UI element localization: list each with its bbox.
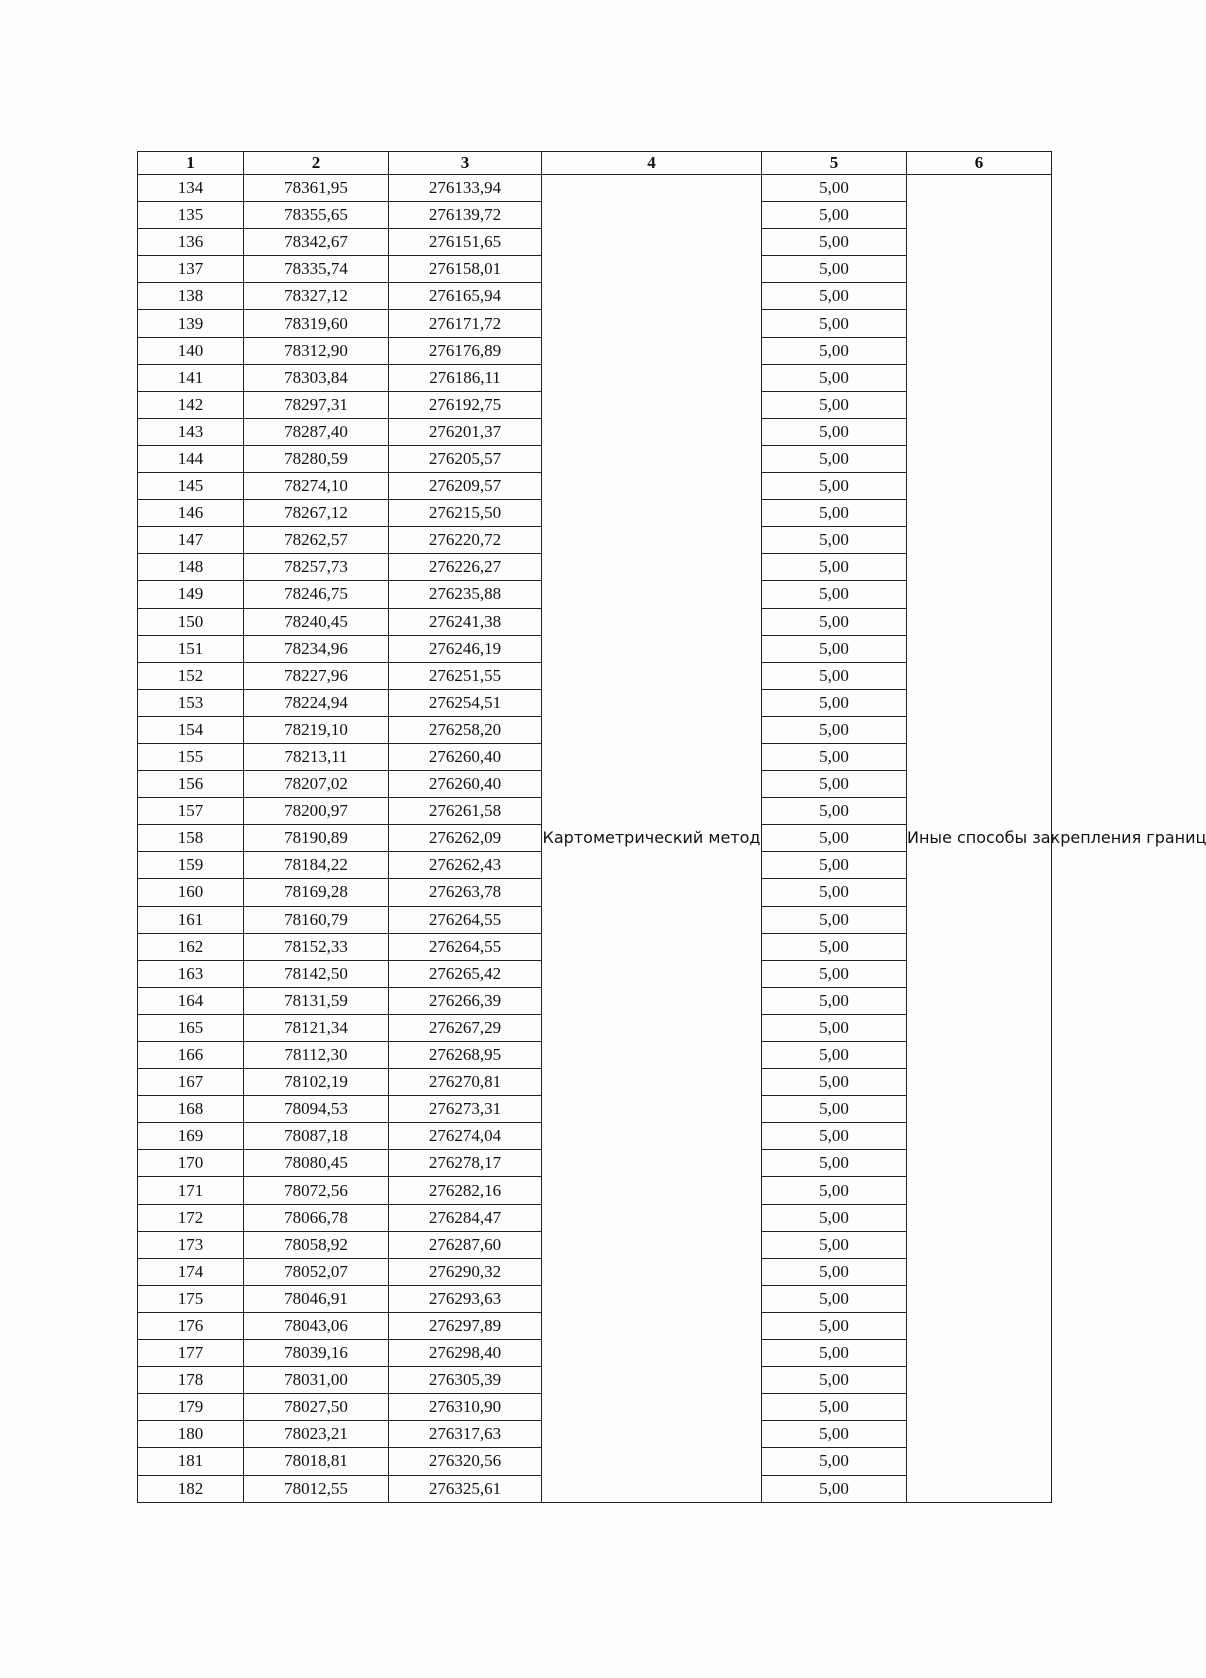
point-number-cell: 174 [138, 1258, 244, 1285]
accuracy-cell: 5,00 [762, 473, 907, 500]
point-number-cell: 165 [138, 1014, 244, 1041]
header-cell-5: 5 [762, 152, 907, 175]
accuracy-cell: 5,00 [762, 987, 907, 1014]
accuracy-cell: 5,00 [762, 527, 907, 554]
accuracy-cell: 5,00 [762, 581, 907, 608]
accuracy-cell: 5,00 [762, 364, 907, 391]
x-coordinate-cell: 78087,18 [244, 1123, 389, 1150]
y-coordinate-cell: 276264,55 [389, 933, 542, 960]
y-coordinate-cell: 276297,89 [389, 1312, 542, 1339]
x-coordinate-cell: 78058,92 [244, 1231, 389, 1258]
y-coordinate-cell: 276265,42 [389, 960, 542, 987]
accuracy-cell: 5,00 [762, 1096, 907, 1123]
y-coordinate-cell: 276215,50 [389, 500, 542, 527]
point-number-cell: 139 [138, 310, 244, 337]
point-number-cell: 180 [138, 1421, 244, 1448]
accuracy-cell: 5,00 [762, 202, 907, 229]
y-coordinate-cell: 276268,95 [389, 1042, 542, 1069]
point-number-cell: 168 [138, 1096, 244, 1123]
accuracy-cell: 5,00 [762, 1312, 907, 1339]
accuracy-cell: 5,00 [762, 771, 907, 798]
point-number-cell: 153 [138, 689, 244, 716]
x-coordinate-cell: 78335,74 [244, 256, 389, 283]
x-coordinate-cell: 78112,30 [244, 1042, 389, 1069]
y-coordinate-cell: 276165,94 [389, 283, 542, 310]
header-cell-1: 1 [138, 152, 244, 175]
point-number-cell: 162 [138, 933, 244, 960]
x-coordinate-cell: 78052,07 [244, 1258, 389, 1285]
y-coordinate-cell: 276262,43 [389, 852, 542, 879]
x-coordinate-cell: 78257,73 [244, 554, 389, 581]
y-coordinate-cell: 276246,19 [389, 635, 542, 662]
point-number-cell: 138 [138, 283, 244, 310]
y-coordinate-cell: 276261,58 [389, 798, 542, 825]
accuracy-cell: 5,00 [762, 1042, 907, 1069]
fixing-method-cell: Иные способы закрепления границ [907, 175, 1052, 1503]
y-coordinate-cell: 276133,94 [389, 175, 542, 202]
y-coordinate-cell: 276158,01 [389, 256, 542, 283]
y-coordinate-cell: 276317,63 [389, 1421, 542, 1448]
accuracy-cell: 5,00 [762, 1340, 907, 1367]
accuracy-cell: 5,00 [762, 635, 907, 662]
y-coordinate-cell: 276310,90 [389, 1394, 542, 1421]
point-number-cell: 140 [138, 337, 244, 364]
x-coordinate-cell: 78246,75 [244, 581, 389, 608]
x-coordinate-cell: 78234,96 [244, 635, 389, 662]
x-coordinate-cell: 78043,06 [244, 1312, 389, 1339]
x-coordinate-cell: 78131,59 [244, 987, 389, 1014]
y-coordinate-cell: 276201,37 [389, 418, 542, 445]
y-coordinate-cell: 276264,55 [389, 906, 542, 933]
y-coordinate-cell: 276235,88 [389, 581, 542, 608]
y-coordinate-cell: 276270,81 [389, 1069, 542, 1096]
point-number-cell: 135 [138, 202, 244, 229]
accuracy-cell: 5,00 [762, 608, 907, 635]
accuracy-cell: 5,00 [762, 1394, 907, 1421]
point-number-cell: 141 [138, 364, 244, 391]
point-number-cell: 170 [138, 1150, 244, 1177]
point-number-cell: 172 [138, 1204, 244, 1231]
x-coordinate-cell: 78184,22 [244, 852, 389, 879]
x-coordinate-cell: 78297,31 [244, 391, 389, 418]
accuracy-cell: 5,00 [762, 310, 907, 337]
point-number-cell: 175 [138, 1285, 244, 1312]
x-coordinate-cell: 78267,12 [244, 500, 389, 527]
x-coordinate-cell: 78018,81 [244, 1448, 389, 1475]
accuracy-cell: 5,00 [762, 256, 907, 283]
x-coordinate-cell: 78142,50 [244, 960, 389, 987]
y-coordinate-cell: 276209,57 [389, 473, 542, 500]
y-coordinate-cell: 276176,89 [389, 337, 542, 364]
accuracy-cell: 5,00 [762, 689, 907, 716]
x-coordinate-cell: 78031,00 [244, 1367, 389, 1394]
accuracy-cell: 5,00 [762, 1150, 907, 1177]
point-number-cell: 179 [138, 1394, 244, 1421]
y-coordinate-cell: 276282,16 [389, 1177, 542, 1204]
point-number-cell: 181 [138, 1448, 244, 1475]
accuracy-cell: 5,00 [762, 418, 907, 445]
x-coordinate-cell: 78102,19 [244, 1069, 389, 1096]
point-number-cell: 177 [138, 1340, 244, 1367]
y-coordinate-cell: 276278,17 [389, 1150, 542, 1177]
x-coordinate-cell: 78227,96 [244, 662, 389, 689]
point-number-cell: 159 [138, 852, 244, 879]
x-coordinate-cell: 78303,84 [244, 364, 389, 391]
header-cell-3: 3 [389, 152, 542, 175]
accuracy-cell: 5,00 [762, 1448, 907, 1475]
point-number-cell: 171 [138, 1177, 244, 1204]
x-coordinate-cell: 78023,21 [244, 1421, 389, 1448]
x-coordinate-cell: 78190,89 [244, 825, 389, 852]
x-coordinate-cell: 78327,12 [244, 283, 389, 310]
x-coordinate-cell: 78287,40 [244, 418, 389, 445]
accuracy-cell: 5,00 [762, 960, 907, 987]
y-coordinate-cell: 276320,56 [389, 1448, 542, 1475]
y-coordinate-cell: 276266,39 [389, 987, 542, 1014]
x-coordinate-cell: 78342,67 [244, 229, 389, 256]
x-coordinate-cell: 78121,34 [244, 1014, 389, 1041]
x-coordinate-cell: 78355,65 [244, 202, 389, 229]
y-coordinate-cell: 276274,04 [389, 1123, 542, 1150]
point-number-cell: 142 [138, 391, 244, 418]
x-coordinate-cell: 78066,78 [244, 1204, 389, 1231]
y-coordinate-cell: 276139,72 [389, 202, 542, 229]
accuracy-cell: 5,00 [762, 662, 907, 689]
x-coordinate-cell: 78072,56 [244, 1177, 389, 1204]
accuracy-cell: 5,00 [762, 283, 907, 310]
point-number-cell: 173 [138, 1231, 244, 1258]
point-number-cell: 151 [138, 635, 244, 662]
x-coordinate-cell: 78200,97 [244, 798, 389, 825]
y-coordinate-cell: 276260,40 [389, 743, 542, 770]
y-coordinate-cell: 276325,61 [389, 1475, 542, 1502]
point-number-cell: 158 [138, 825, 244, 852]
point-number-cell: 150 [138, 608, 244, 635]
x-coordinate-cell: 78319,60 [244, 310, 389, 337]
y-coordinate-cell: 276267,29 [389, 1014, 542, 1041]
point-number-cell: 145 [138, 473, 244, 500]
accuracy-cell: 5,00 [762, 743, 907, 770]
x-coordinate-cell: 78046,91 [244, 1285, 389, 1312]
point-number-cell: 155 [138, 743, 244, 770]
accuracy-cell: 5,00 [762, 879, 907, 906]
accuracy-cell: 5,00 [762, 1421, 907, 1448]
point-number-cell: 134 [138, 175, 244, 202]
y-coordinate-cell: 276305,39 [389, 1367, 542, 1394]
accuracy-cell: 5,00 [762, 1367, 907, 1394]
point-number-cell: 146 [138, 500, 244, 527]
y-coordinate-cell: 276192,75 [389, 391, 542, 418]
y-coordinate-cell: 276262,09 [389, 825, 542, 852]
point-number-cell: 149 [138, 581, 244, 608]
x-coordinate-cell: 78027,50 [244, 1394, 389, 1421]
accuracy-cell: 5,00 [762, 798, 907, 825]
accuracy-cell: 5,00 [762, 852, 907, 879]
accuracy-cell: 5,00 [762, 1285, 907, 1312]
point-number-cell: 152 [138, 662, 244, 689]
table-body [138, 175, 1206, 1503]
accuracy-cell: 5,00 [762, 337, 907, 364]
accuracy-cell: 5,00 [762, 933, 907, 960]
x-coordinate-cell: 78160,79 [244, 906, 389, 933]
accuracy-cell: 5,00 [762, 1475, 907, 1502]
y-coordinate-cell: 276254,51 [389, 689, 542, 716]
y-coordinate-cell: 276298,40 [389, 1340, 542, 1367]
accuracy-cell: 5,00 [762, 1177, 907, 1204]
point-number-cell: 161 [138, 906, 244, 933]
y-coordinate-cell: 276293,63 [389, 1285, 542, 1312]
y-coordinate-cell: 276171,72 [389, 310, 542, 337]
point-number-cell: 147 [138, 527, 244, 554]
y-coordinate-cell: 276290,32 [389, 1258, 542, 1285]
accuracy-cell: 5,00 [762, 500, 907, 527]
accuracy-cell: 5,00 [762, 1123, 907, 1150]
point-number-cell: 167 [138, 1069, 244, 1096]
point-number-cell: 143 [138, 418, 244, 445]
y-coordinate-cell: 276284,47 [389, 1204, 542, 1231]
x-coordinate-cell: 78262,57 [244, 527, 389, 554]
boundary-points-table [137, 151, 1206, 1503]
x-coordinate-cell: 78280,59 [244, 445, 389, 472]
x-coordinate-cell: 78240,45 [244, 608, 389, 635]
header-row [138, 152, 1052, 175]
y-coordinate-cell: 276151,65 [389, 229, 542, 256]
point-number-cell: 148 [138, 554, 244, 581]
accuracy-cell: 5,00 [762, 445, 907, 472]
x-coordinate-cell: 78361,95 [244, 175, 389, 202]
point-number-cell: 136 [138, 229, 244, 256]
x-coordinate-cell: 78219,10 [244, 716, 389, 743]
accuracy-cell: 5,00 [762, 554, 907, 581]
x-coordinate-cell: 78224,94 [244, 689, 389, 716]
y-coordinate-cell: 276226,27 [389, 554, 542, 581]
y-coordinate-cell: 276287,60 [389, 1231, 542, 1258]
accuracy-cell: 5,00 [762, 825, 907, 852]
point-number-cell: 178 [138, 1367, 244, 1394]
point-number-cell: 144 [138, 445, 244, 472]
x-coordinate-cell: 78213,11 [244, 743, 389, 770]
point-number-cell: 176 [138, 1312, 244, 1339]
y-coordinate-cell: 276251,55 [389, 662, 542, 689]
y-coordinate-cell: 276220,72 [389, 527, 542, 554]
header-cell-6: 6 [907, 152, 1052, 175]
accuracy-cell: 5,00 [762, 1258, 907, 1285]
point-number-cell: 157 [138, 798, 244, 825]
y-coordinate-cell: 276260,40 [389, 771, 542, 798]
table-row [138, 175, 1052, 202]
y-coordinate-cell: 276241,38 [389, 608, 542, 635]
method-cell: Картометрический метод [542, 175, 762, 1503]
accuracy-cell: 5,00 [762, 1204, 907, 1231]
x-coordinate-cell: 78094,53 [244, 1096, 389, 1123]
x-coordinate-cell: 78207,02 [244, 771, 389, 798]
point-number-cell: 137 [138, 256, 244, 283]
accuracy-cell: 5,00 [762, 716, 907, 743]
header-cell-4: 4 [542, 152, 762, 175]
point-number-cell: 163 [138, 960, 244, 987]
y-coordinate-cell: 276273,31 [389, 1096, 542, 1123]
x-coordinate-cell: 78152,33 [244, 933, 389, 960]
point-number-cell: 169 [138, 1123, 244, 1150]
accuracy-cell: 5,00 [762, 229, 907, 256]
x-coordinate-cell: 78274,10 [244, 473, 389, 500]
point-number-cell: 154 [138, 716, 244, 743]
point-number-cell: 156 [138, 771, 244, 798]
point-number-cell: 164 [138, 987, 244, 1014]
accuracy-cell: 5,00 [762, 1069, 907, 1096]
accuracy-cell: 5,00 [762, 1014, 907, 1041]
y-coordinate-cell: 276258,20 [389, 716, 542, 743]
point-number-cell: 160 [138, 879, 244, 906]
y-coordinate-cell: 276186,11 [389, 364, 542, 391]
header-cell-2: 2 [244, 152, 389, 175]
accuracy-cell: 5,00 [762, 1231, 907, 1258]
accuracy-cell: 5,00 [762, 906, 907, 933]
x-coordinate-cell: 78039,16 [244, 1340, 389, 1367]
y-coordinate-cell: 276205,57 [389, 445, 542, 472]
y-coordinate-cell: 276263,78 [389, 879, 542, 906]
point-number-cell: 182 [138, 1475, 244, 1502]
accuracy-cell: 5,00 [762, 391, 907, 418]
x-coordinate-cell: 78312,90 [244, 337, 389, 364]
x-coordinate-cell: 78169,28 [244, 879, 389, 906]
accuracy-cell: 5,00 [762, 175, 907, 202]
x-coordinate-cell: 78080,45 [244, 1150, 389, 1177]
x-coordinate-cell: 78012,55 [244, 1475, 389, 1502]
point-number-cell: 166 [138, 1042, 244, 1069]
